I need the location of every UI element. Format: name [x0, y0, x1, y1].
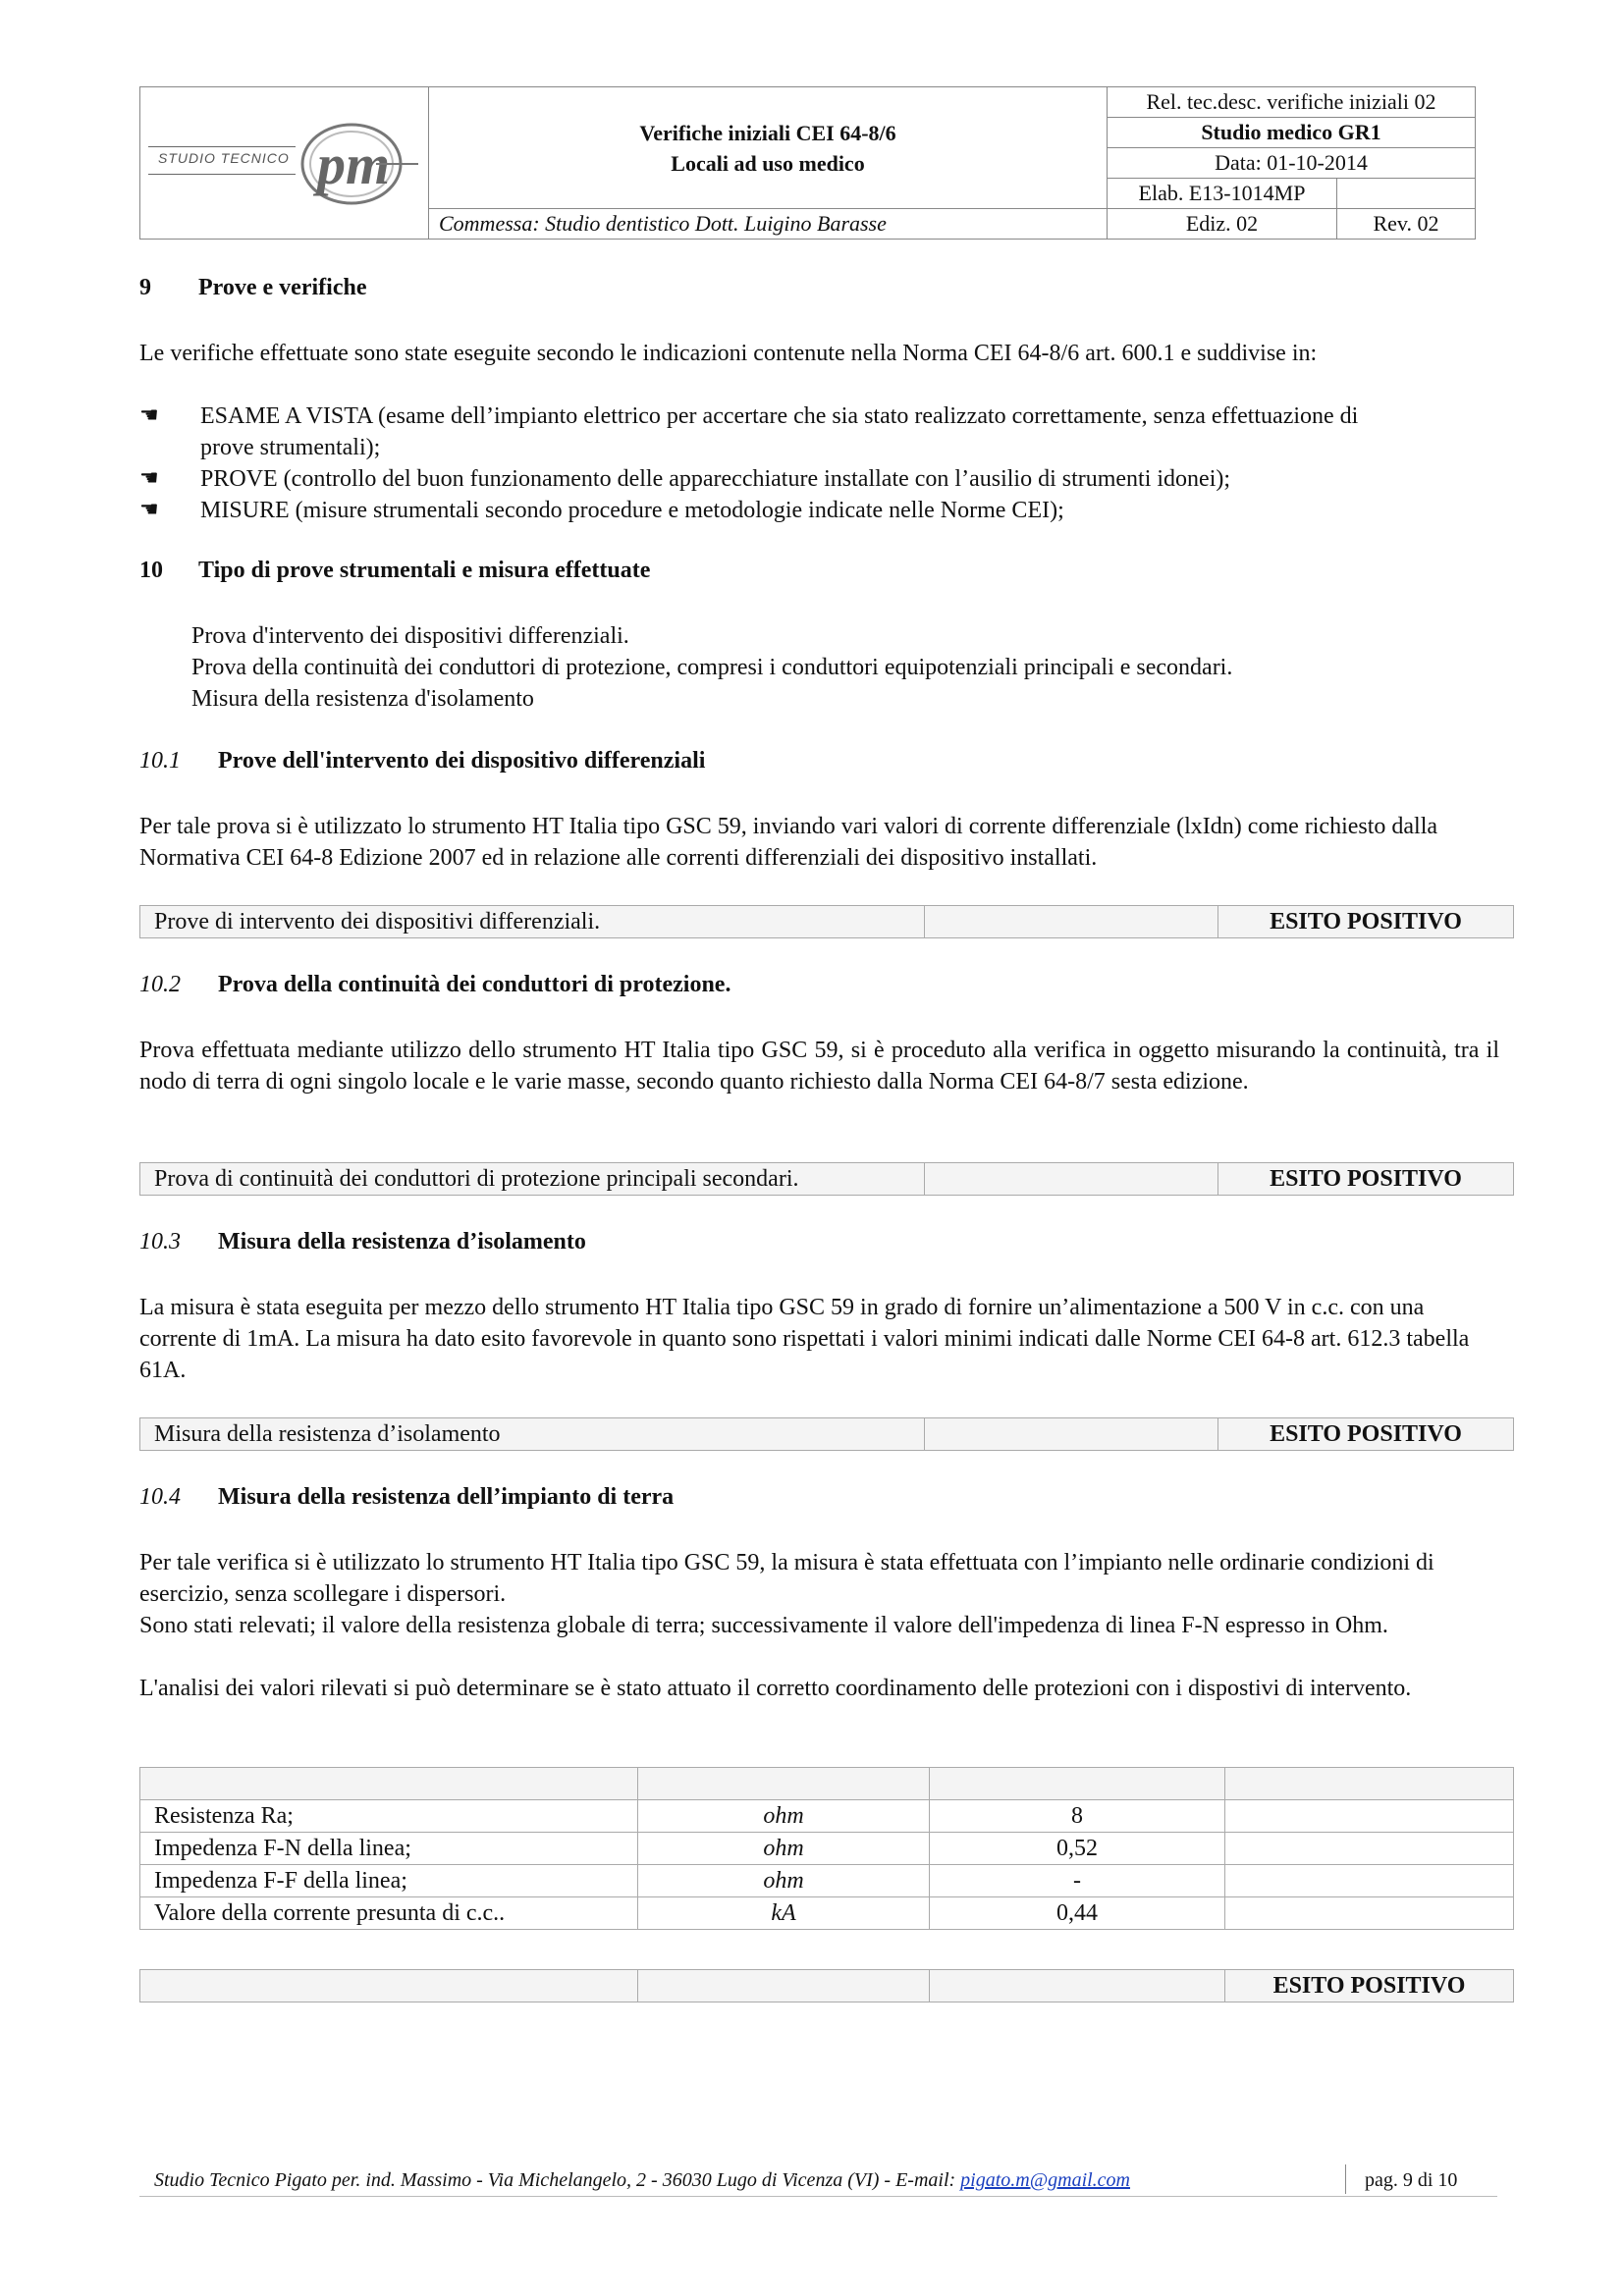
- pointing-hand-icon: ☚: [139, 498, 159, 522]
- result-status: ESITO POSITIVO: [1218, 1418, 1514, 1451]
- section-9-intro: Le verifiche effettuate sono state eseguite secondo le indicazioni contenute nella Norma CEI 64-8/6 art. 600.1 e suddivise in:: [139, 341, 1318, 366]
- result-row-10-1: [139, 905, 1514, 938]
- table-row: Impedenza F-N della linea; ohm 0,52: [140, 1833, 1514, 1865]
- footer-text: Studio Tecnico Pigato per. ind. Massimo - Via Michelangelo, 2 - 36030 Lugo di Vicenza (VI) - E-mail: pigato.m@gmail.com: [154, 2169, 1131, 2191]
- elab-cell: Elab. E13-1014MP: [1108, 179, 1337, 209]
- result-status: ESITO POSITIVO: [1218, 906, 1514, 938]
- list-item: ☚ ESAME A VISTA (esame dell’impianto elettrico per accertare che sia stato realizzato correttamente, senza effettuazione di prove strumentali);: [139, 400, 1416, 463]
- section-10-heading: 10 Tipo di prove strumentali e misura effettuate: [139, 558, 651, 583]
- result-label: Misura della resistenza d’isolamento: [140, 1418, 925, 1451]
- logo-mark: pm: [317, 133, 391, 196]
- table-row: Impedenza F-F della linea; ohm -: [140, 1865, 1514, 1897]
- subsection-10-3-text: La misura è stata eseguita per mezzo dello strumento HT Italia tipo GSC 59 in grado di fornire un’alimentazione a 500 V in c.c. con una corrente di 1mA. La misura ha dato esito favorevole in quanto sono rispettati i valori minimi indicati dalle Norme CEI 64-8 art. 612.3 tabella 61A.: [139, 1295, 1470, 1383]
- result-label: Prova di continuità dei conduttori di protezione principali secondari.: [140, 1163, 925, 1196]
- result-status: ESITO POSITIVO: [1225, 1970, 1514, 2002]
- doc-title-line2: Locali ad uso medico: [671, 150, 865, 176]
- email-link[interactable]: pigato.m@gmail.com: [960, 2169, 1131, 2191]
- measurements-table: [139, 1767, 1514, 1930]
- subsection-10-4-heading: 10.4 Misura della resistenza dell’impianto di terra: [139, 1484, 675, 1510]
- page-number: pag. 9 di 10: [1365, 2169, 1458, 2191]
- table-row: Resistenza Ra; ohm 8: [140, 1800, 1514, 1833]
- result-status: ESITO POSITIVO: [1218, 1163, 1514, 1196]
- list-item: ☚ PROVE (controllo del buon funzionamento delle apparecchiature installate con l’ausilio di strumenti idonei);: [139, 463, 1416, 495]
- date-cell: Data: 01-10-2014: [1108, 148, 1476, 179]
- doc-title-cell: [429, 87, 1108, 209]
- rel-cell: Rel. tec.desc. verifiche iniziali 02: [1108, 87, 1476, 118]
- rev-cell: Rev. 02: [1337, 209, 1476, 240]
- pointing-hand-icon: ☚: [139, 403, 159, 428]
- subsection-10-2-text: Prova effettuata mediante utilizzo dello strumento HT Italia tipo GSC 59, si è proceduto alla verifica in oggetto misurando la continuità, tra il nodo di terra di ogni singolo locale e le varie masse, secondo quanto richiesto dalla Norma CEI 64-8/7 sesta edizione.: [139, 1038, 1499, 1095]
- header-table: [139, 86, 1476, 240]
- footer-divider: [1345, 2164, 1346, 2194]
- section-9-heading: 9 Prove e verifiche: [139, 275, 367, 300]
- result-label: Prove di intervento dei dispositivi differenziali.: [140, 906, 925, 938]
- subsection-10-1-heading: 10.1 Prove dell'intervento dei dispositivo differenziali: [139, 748, 706, 774]
- doc-title-line1: Verifiche iniziali CEI 64-8/6: [639, 120, 896, 145]
- subsection-10-4-text3: L'analisi dei valori rilevati si può determinare se è stato attuato il corretto coordinamento delle protezioni con i dispostivi di intervento.: [139, 1676, 1412, 1701]
- result-blank: [925, 906, 1218, 938]
- logo-text: STUDIO TECNICO: [158, 150, 290, 166]
- section-10-list: [191, 620, 1468, 715]
- subsection-10-4-text1: Per tale verifica si è utilizzato lo strumento HT Italia tipo GSC 59, la misura è stata effettuata con l’impianto nelle ordinarie condizioni di esercizio, senza scollegare i dispersori.: [139, 1550, 1434, 1607]
- empty-cell: [1337, 179, 1476, 209]
- result-blank: [925, 1418, 1218, 1451]
- logo-cell: [140, 87, 429, 240]
- pm-logo-icon: [293, 113, 420, 211]
- list-item: Misura della resistenza d'isolamento: [191, 686, 534, 712]
- list-item: Prova d'intervento dei dispositivi differenziali.: [191, 623, 629, 649]
- table-row: Valore della corrente presunta di c.c.. kA 0,44: [140, 1897, 1514, 1930]
- list-item: Prova della continuità dei conduttori di protezione, compresi i conduttori equipotenziali principali e secondari.: [191, 655, 1233, 680]
- result-blank: [925, 1163, 1218, 1196]
- section-9-bullets: [139, 400, 1416, 526]
- studio-cell: Studio medico GR1: [1108, 118, 1476, 148]
- studio-logo: [140, 87, 428, 239]
- commessa-cell: Commessa: Studio dentistico Dott. Luigino Barasse: [429, 209, 1108, 240]
- subsection-10-2-heading: 10.2 Prova della continuità dei conduttori di protezione.: [139, 972, 731, 997]
- pointing-hand-icon: ☚: [139, 466, 159, 491]
- result-row-10-3: [139, 1417, 1514, 1451]
- footer-rule: [139, 2196, 1497, 2197]
- subsection-10-3-heading: 10.3 Misura della resistenza d’isolamento: [139, 1229, 586, 1255]
- list-item: ☚ MISURE (misure strumentali secondo procedure e metodologie indicate nelle Norme CEI);: [139, 495, 1416, 526]
- ediz-cell: Ediz. 02: [1108, 209, 1337, 240]
- result-row-10-2: [139, 1162, 1514, 1196]
- subsection-10-1-text: Per tale prova si è utilizzato lo strumento HT Italia tipo GSC 59, inviando vari valori di corrente differenziale (lxIdn) come richiesto dalla Normativa CEI 64-8 Edizione 2007 ed in relazione alle correnti differenziali dei dispositivo installati.: [139, 814, 1438, 871]
- subsection-10-4-text2: Sono stati relevati; il valore della resistenza globale di terra; successivamente il valore dell'impedenza di linea F-N espresso in Ohm.: [139, 1613, 1388, 1638]
- result-row-10-4: [139, 1969, 1514, 2002]
